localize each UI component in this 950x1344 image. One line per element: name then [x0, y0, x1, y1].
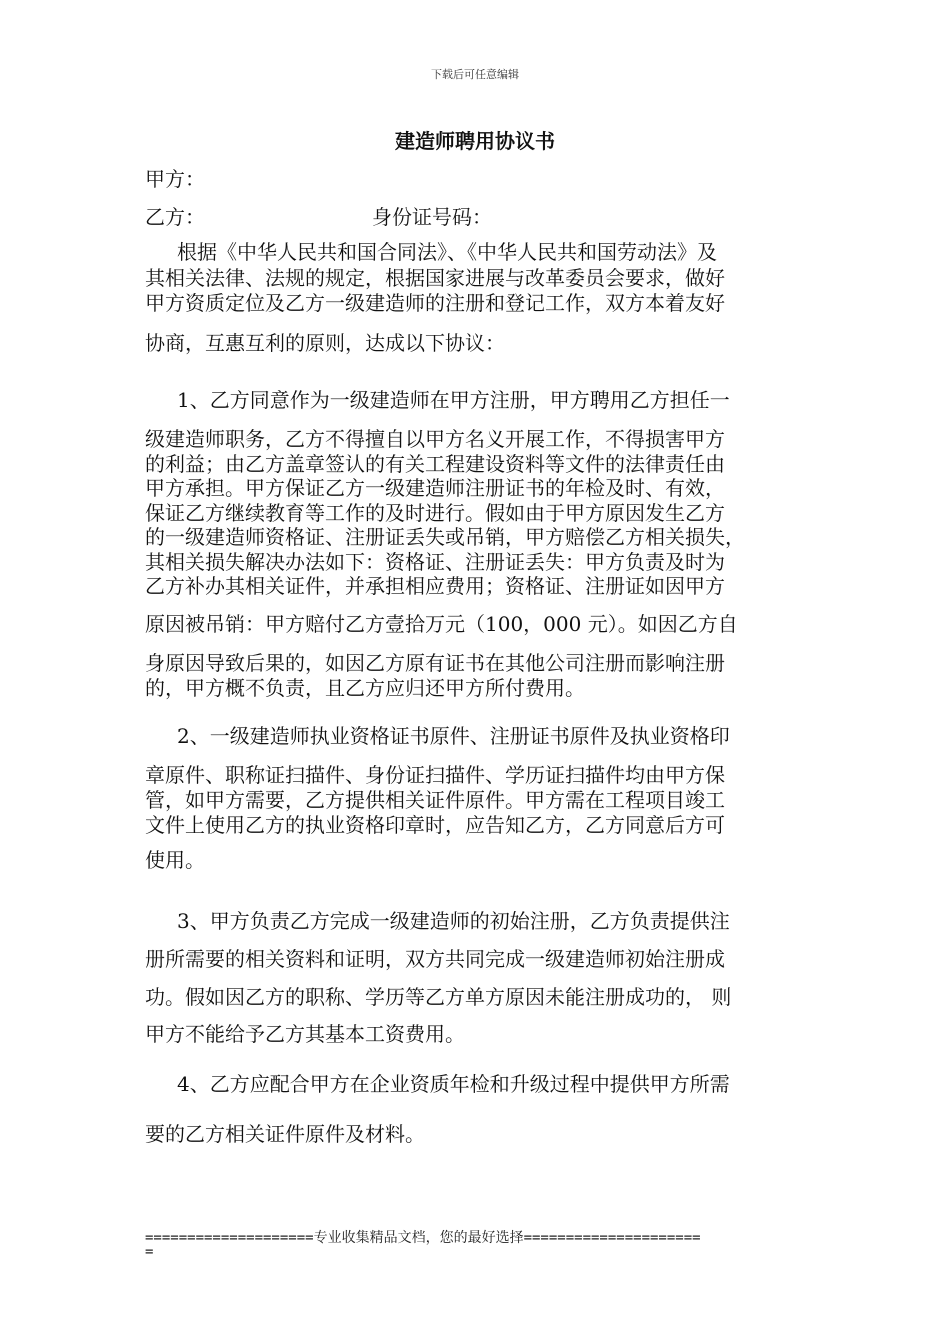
clause-4-line: 4、乙方应配合甲方在企业资质年检和升级过程中提供甲方所需 — [177, 1072, 730, 1096]
preamble-line: 甲方资质定位及乙方一级建造师的注册和登记工作，双方本着友好 — [145, 291, 725, 315]
header-note: 下载后可任意编辑 — [431, 68, 519, 81]
clause-1-line: 的一级建造师资格证、注册证丢失或吊销，甲方赔偿乙方相关损失， — [145, 525, 745, 549]
clause-2-line: 管，如甲方需要，乙方提供相关证件原件。甲方需在工程项目竣工 — [145, 788, 725, 812]
document-title: 建造师聘用协议书 — [395, 129, 555, 153]
clause-1-line: 的利益；由乙方盖章签认的有关工程建设资料等文件的法律责任由 — [145, 452, 725, 476]
id-number-label: 身份证号码： — [372, 205, 492, 229]
clause-3-line: 甲方不能给予乙方其基本工资费用。 — [145, 1022, 465, 1046]
clause-1-line: 保证乙方继续教育等工作的及时进行。假如由于甲方原因发生乙方 — [145, 501, 725, 525]
clause-2-line: 使用。 — [145, 848, 205, 872]
clause-1-line: 的，甲方概不负责，且乙方应归还甲方所付费用。 — [145, 676, 585, 700]
clause-2-line: 2、一级建造师执业资格证书原件、注册证书原件及执业资格印 — [177, 724, 730, 748]
clause-1-line: 甲方承担。甲方保证乙方一级建造师注册证书的年检及时、有效， — [145, 476, 725, 500]
clause-2-line: 章原件、职称证扫描件、身份证扫描件、学历证扫描件均由甲方保 — [145, 763, 725, 787]
clause-4-line: 要的乙方相关证件原件及材料。 — [145, 1122, 425, 1146]
clause-1-line: 1、乙方同意作为一级建造师在甲方注册，甲方聘用乙方担任一 — [177, 388, 730, 412]
clause-3-line: 功。假如因乙方的职称、学历等乙方单方原因未能注册成功的， 则 — [145, 985, 732, 1009]
party-a-label: 甲方： — [145, 167, 205, 191]
party-b-label: 乙方： — [145, 205, 205, 229]
clause-1-line: 身原因导致后果的，如因乙方原有证书在其他公司注册而影响注册 — [145, 651, 725, 675]
clause-3-line: 3、甲方负责乙方完成一级建造师的初始注册，乙方负责提供注 — [177, 909, 730, 933]
preamble-line: 其相关法律、法规的规定，根据国家进展与改革委员会要求，做好 — [145, 266, 725, 290]
clause-1-line: 乙方补办其相关证件，并承担相应费用；资格证、注册证如因甲方 — [145, 574, 725, 598]
clause-1-line: 原因被吊销：甲方赔付乙方壹拾万元（100，000 元）。如因乙方自 — [145, 612, 738, 636]
clause-3-line: 册所需要的相关资料和证明，双方共同完成一级建造师初始注册成 — [145, 947, 725, 971]
preamble-line: 根据《中华人民共和国合同法》、《中华人民共和国劳动法》及 — [177, 240, 717, 264]
clause-1-line: 级建造师职务，乙方不得擅自以甲方名义开展工作，不得损害甲方 — [145, 427, 725, 451]
footer-banner-continuation: = — [145, 1244, 154, 1260]
footer-banner: ====================专业收集精品文档，您的最好选择===================== — [145, 1230, 701, 1246]
preamble-line: 协商，互惠互利的原则，达成以下协议： — [145, 331, 505, 355]
clause-1-line: 其相关损失解决办法如下：资格证、注册证丢失：甲方负责及时为 — [145, 550, 725, 574]
clause-2-line: 文件上使用乙方的执业资格印章时，应告知乙方，乙方同意后方可 — [145, 813, 725, 837]
